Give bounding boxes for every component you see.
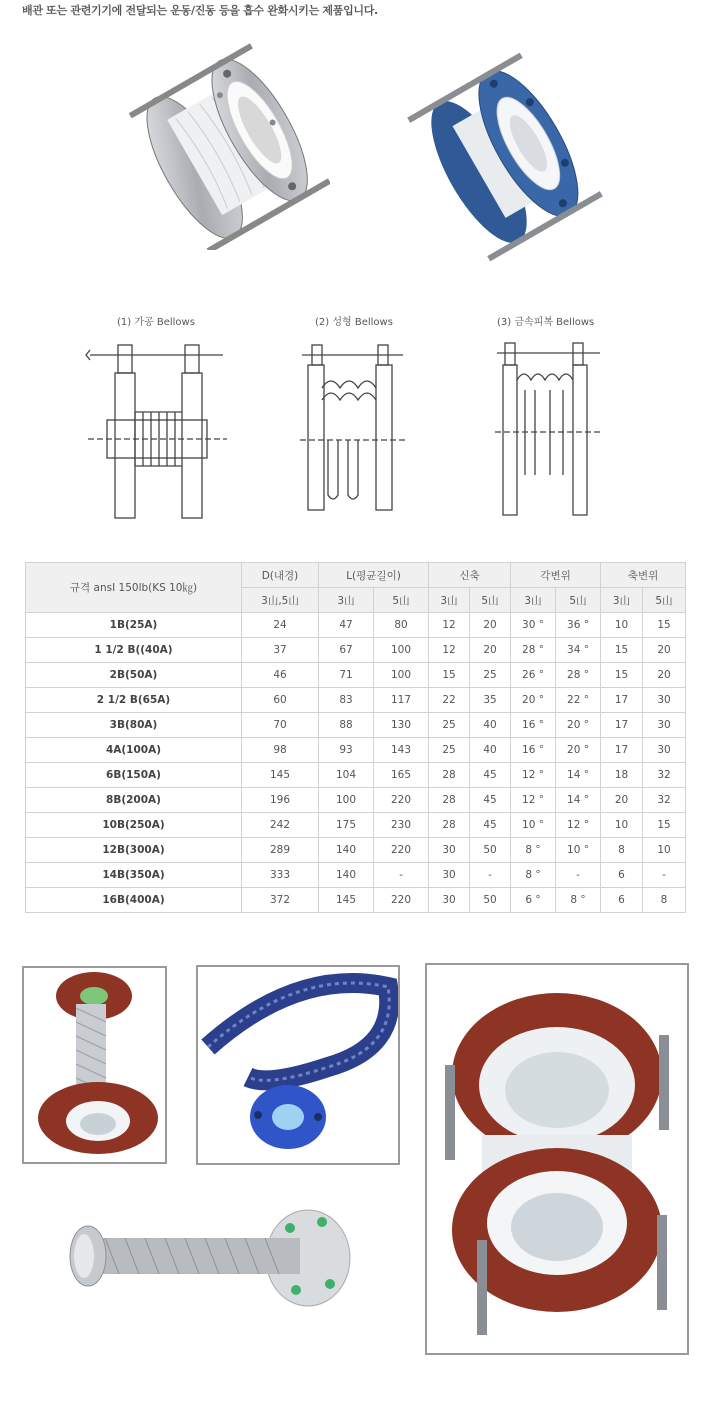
table-cell: 220 [374,838,429,863]
large-red-flange-bellows-photo [425,963,689,1355]
table-cell: 26 ° [511,663,556,688]
table-cell: 15 [601,638,643,663]
row-size-cell: 6B(150A) [26,763,242,788]
intro-text: 배관 또는 관련기기에 전달되는 운동/진동 등을 흡수 완화시키는 제품입니다. [22,4,378,17]
table-cell: 32 [643,763,686,788]
table-cell: 15 [429,663,470,688]
header-group-l: L(평균길이) [319,563,429,588]
table-cell: 67 [319,638,374,663]
table-cell: - [374,863,429,888]
subheader: 3山 [511,588,556,613]
row-size-cell: 1 1/2 B((40A) [26,638,242,663]
table-cell: 145 [242,763,319,788]
table-cell: 30 [429,838,470,863]
stainless-bellows-photo [120,40,330,250]
table-cell: 10 ° [556,838,601,863]
table-row [26,888,686,913]
table-cell: 30 [643,688,686,713]
table-cell: 24 [242,613,319,638]
table-cell: 6 [601,888,643,913]
subheader: 5山 [374,588,429,613]
table-cell: 143 [374,738,429,763]
subheader: 3山 [429,588,470,613]
table-row [26,713,686,738]
table-cell: 12 ° [511,763,556,788]
table-cell: 230 [374,813,429,838]
table-cell: 50 [470,838,511,863]
table-cell: 12 [429,638,470,663]
table-cell: 6 [601,863,643,888]
row-size-cell: 4A(100A) [26,738,242,763]
subheader: 5山 [470,588,511,613]
subheader: 3山,5山 [242,588,319,613]
table-cell: 16 ° [511,738,556,763]
table-cell: 14 ° [556,788,601,813]
table-row [26,688,686,713]
table-row [26,638,686,663]
table-cell: 20 [601,788,643,813]
table-row [26,663,686,688]
table-cell: 220 [374,788,429,813]
table-cell: 22 [429,688,470,713]
table-cell: 40 [470,738,511,763]
row-size-cell: 12B(300A) [26,838,242,863]
table-cell: 220 [374,888,429,913]
table-cell: 10 [601,613,643,638]
table-cell: 30 [429,863,470,888]
table-cell: 145 [319,888,374,913]
table-cell: 15 [643,813,686,838]
formed-bellows-diagram [300,340,410,520]
table-cell: 37 [242,638,319,663]
table-cell: 8 [643,888,686,913]
table-cell: 12 ° [511,788,556,813]
table-cell: 100 [374,663,429,688]
table-cell: 28 [429,788,470,813]
header-size: 규격 ansI 150lb(KS 10㎏) [26,563,242,613]
table-row [26,613,686,638]
table-row [26,813,686,838]
table-cell: 8 ° [511,838,556,863]
table-cell: 8 [601,838,643,863]
table-cell: 30 [643,713,686,738]
table-cell: 28 [429,763,470,788]
table-cell: 71 [319,663,374,688]
table-cell: 20 [643,663,686,688]
table-cell: 17 [601,688,643,713]
table-cell: 20 [470,638,511,663]
table-cell: 70 [242,713,319,738]
table-cell: 32 [643,788,686,813]
metal-clad-bellows-diagram [495,340,605,520]
table-cell: 60 [242,688,319,713]
table-cell: 35 [470,688,511,713]
table-cell: 28 ° [556,663,601,688]
table-row [26,738,686,763]
table-cell: 93 [319,738,374,763]
table-cell: 28 ° [511,638,556,663]
header-group-axial: 축변위 [601,563,686,588]
table-cell: 100 [319,788,374,813]
row-size-cell: 8B(200A) [26,788,242,813]
table-cell: 25 [429,713,470,738]
table-cell: 140 [319,838,374,863]
table-cell: - [470,863,511,888]
table-cell: 30 [429,888,470,913]
subheader: 5山 [556,588,601,613]
table-cell: 140 [319,863,374,888]
row-size-cell: 1B(25A) [26,613,242,638]
table-cell: 45 [470,813,511,838]
table-cell: 175 [319,813,374,838]
table-cell: 47 [319,613,374,638]
table-cell: 100 [374,638,429,663]
table-cell: - [643,863,686,888]
blue-flange-bellows-photo [400,52,610,262]
table-cell: 242 [242,813,319,838]
table-cell: 130 [374,713,429,738]
table-cell: 18 [601,763,643,788]
table-cell: 30 ° [511,613,556,638]
table-cell: 20 ° [556,738,601,763]
table-cell: 45 [470,788,511,813]
diagram-caption-formed: (2) 성형 Bellows [315,317,393,328]
table-row [26,838,686,863]
table-cell: 289 [242,838,319,863]
table-cell: 6 ° [511,888,556,913]
row-size-cell: 2B(50A) [26,663,242,688]
table-row [26,788,686,813]
table-cell: 16 ° [511,713,556,738]
table-cell: 80 [374,613,429,638]
sanitary-clamp-hose-photo [60,1200,360,1310]
table-cell: 117 [374,688,429,713]
table-cell: 17 [601,713,643,738]
table-cell: 333 [242,863,319,888]
table-cell: 46 [242,663,319,688]
header-group-expansion: 신축 [429,563,511,588]
table-cell: 12 [429,613,470,638]
table-cell: 36 ° [556,613,601,638]
table-cell: 10 [643,838,686,863]
table-cell: 8 ° [511,863,556,888]
row-size-cell: 10B(250A) [26,813,242,838]
row-size-cell: 14B(350A) [26,863,242,888]
row-size-cell: 2 1/2 B(65A) [26,688,242,713]
table-cell: 104 [319,763,374,788]
table-cell: 34 ° [556,638,601,663]
subheader: 3山 [601,588,643,613]
table-cell: 98 [242,738,319,763]
header-group-angular: 각변위 [511,563,601,588]
table-cell: - [556,863,601,888]
table-cell: 45 [470,763,511,788]
table-cell: 50 [470,888,511,913]
table-cell: 165 [374,763,429,788]
subheader: 5山 [643,588,686,613]
table-cell: 20 ° [556,713,601,738]
row-size-cell: 3B(80A) [26,713,242,738]
row-size-cell: 16B(400A) [26,888,242,913]
table-cell: 20 ° [511,688,556,713]
table-cell: 12 ° [556,813,601,838]
table-cell: 20 [470,613,511,638]
table-cell: 10 [601,813,643,838]
table-cell: 10 ° [511,813,556,838]
table-cell: 196 [242,788,319,813]
table-row [26,763,686,788]
diagram-caption-metal-clad: (3) 금속피복 Bellows [497,317,595,328]
table-cell: 20 [643,638,686,663]
header-group-d: D(내경) [242,563,319,588]
diagram-caption-machined: (1) 가공 Bellows [117,317,195,328]
table-cell: 14 ° [556,763,601,788]
table-cell: 40 [470,713,511,738]
table-row [26,863,686,888]
table-cell: 30 [643,738,686,763]
table-cell: 15 [643,613,686,638]
subheader: 3山 [319,588,374,613]
table-cell: 372 [242,888,319,913]
spec-table [25,562,686,913]
machined-bellows-diagram [85,340,230,520]
table-cell: 25 [429,738,470,763]
table-cell: 8 ° [556,888,601,913]
table-cell: 15 [601,663,643,688]
table-cell: 22 ° [556,688,601,713]
table-cell: 17 [601,738,643,763]
ptfe-hose-red-flange-photo [22,966,167,1164]
table-cell: 83 [319,688,374,713]
table-cell: 28 [429,813,470,838]
table-cell: 88 [319,713,374,738]
ptfe-hose-blue-braided-photo [196,965,400,1165]
table-cell: 25 [470,663,511,688]
